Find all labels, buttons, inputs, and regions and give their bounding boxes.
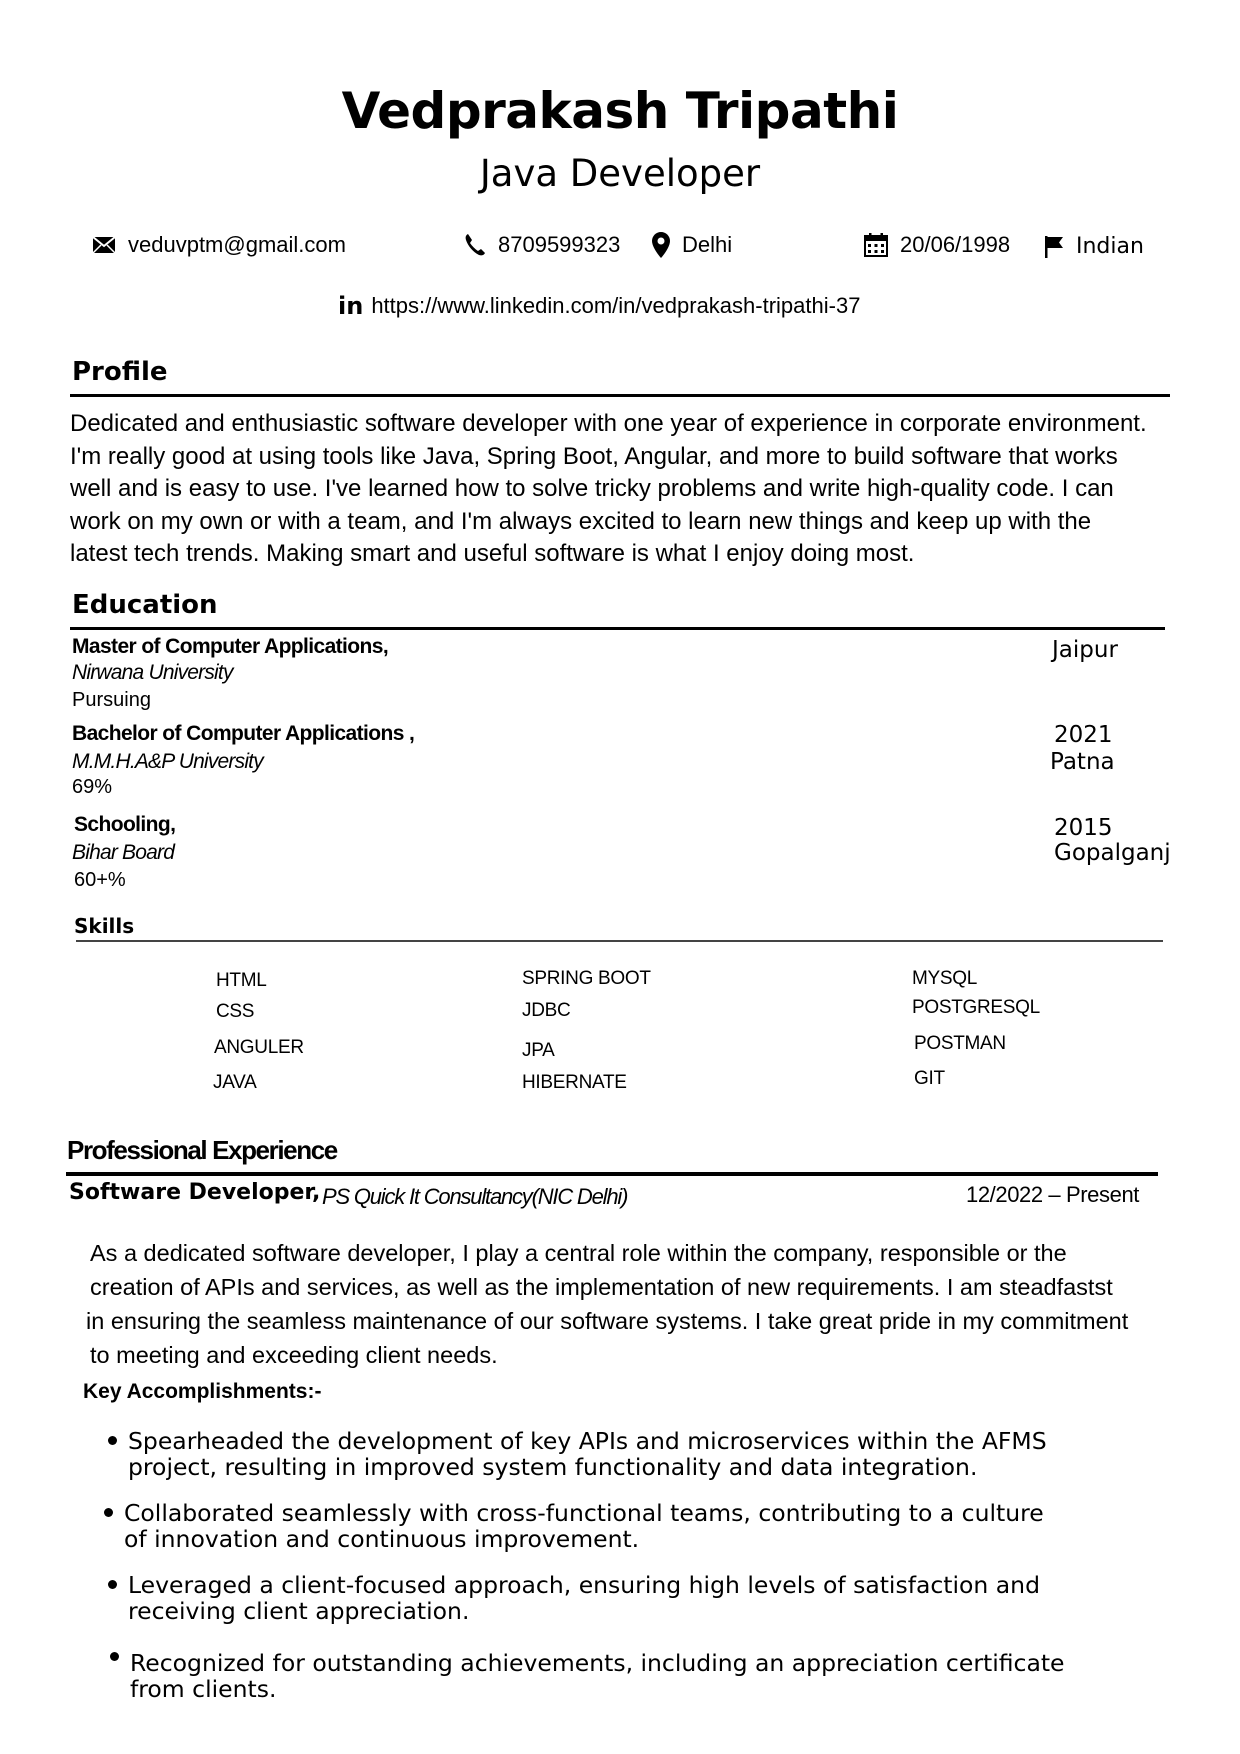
skill-item: POSTGRESQL	[912, 997, 1040, 1018]
bullet-icon	[108, 1580, 117, 1589]
candidate-name: Vedprakash Tripathi	[341, 82, 899, 140]
profile-summary	[70, 408, 1190, 571]
skills-divider	[76, 940, 1163, 942]
accomplishment-line: receiving client appreciation.	[128, 1597, 470, 1625]
location-text: Delhi	[682, 232, 733, 257]
flag-icon	[1044, 235, 1064, 259]
phone-icon	[464, 233, 486, 257]
linkedin-url[interactable]: https://www.linkedin.com/in/vedprakash-tripathi-37	[371, 293, 861, 318]
accomplishment-item	[100, 1500, 1150, 1552]
skill-item: JDBC	[522, 1000, 571, 1021]
experience-line: in ensuring the seamless maintenance of our software systems. I take great pride in my commitment	[86, 1308, 1129, 1334]
contact-location	[652, 232, 732, 258]
skill-item: HTML	[216, 970, 267, 991]
profile-line: latest tech trends. Making smart and useful software is what I enjoy doing most.	[70, 540, 915, 567]
skill-item: POSTMAN	[914, 1033, 1006, 1054]
experience-line: creation of APIs and services, as well as the implementation of new requirements. I am steadfastst	[90, 1274, 1113, 1300]
education-place: Jaipur	[1052, 637, 1118, 663]
education-score: Pursuing	[72, 689, 151, 711]
education-score: 60+%	[74, 869, 126, 891]
skill-item: CSS	[216, 1001, 255, 1022]
nationality-text: Indian	[1076, 234, 1144, 259]
phone-text: 8709599323	[498, 232, 621, 257]
profile-line: Dedicated and enthusiastic software developer with one year of experience in corporate environment.	[70, 410, 1147, 437]
email-text: veduvptm@gmail.com	[128, 232, 346, 257]
education-heading: Education	[72, 590, 218, 620]
accomplishment-item	[104, 1428, 1154, 1480]
education-university: Bihar Board	[72, 841, 175, 864]
contact-nationality	[1044, 234, 1144, 259]
accomplishment-line: from clients.	[130, 1675, 277, 1703]
profile-divider	[70, 394, 1170, 397]
profile-line: work on my own or with a team, and I'm always excited to learn new things and keep up with the	[70, 507, 1092, 535]
accomplishment-line: of innovation and continuous improvement.	[124, 1525, 640, 1553]
accomplishment-item	[106, 1650, 1156, 1702]
skill-item: ANGULER	[214, 1037, 304, 1058]
skill-item: GIT	[914, 1068, 945, 1089]
bullet-icon	[110, 1652, 119, 1661]
calendar-icon	[864, 233, 888, 257]
experience-heading: Professional Experience	[67, 1135, 337, 1165]
accomplishment-line: Collaborated seamlessly with cross-functional teams, contributing to a culture	[124, 1499, 1044, 1527]
experience-period: 12/2022 – Present	[966, 1182, 1140, 1207]
experience-line: As a dedicated software developer, I play a central role within the company, responsible or the	[90, 1240, 1067, 1266]
skill-item: JPA	[522, 1040, 555, 1061]
skill-item: JAVA	[213, 1072, 257, 1093]
dob-text: 20/06/1998	[900, 232, 1011, 257]
profile-heading: Profile	[72, 357, 168, 387]
bullet-icon	[108, 1436, 117, 1445]
education-place: Patna	[1050, 749, 1115, 775]
education-university: Nirwana University	[72, 661, 233, 684]
experience-description	[86, 1236, 1190, 1372]
education-place: Gopalganj	[1054, 840, 1171, 866]
profile-line: well and is easy to use. I've learned how to solve tricky problems and write high-quality code. I can	[70, 475, 1114, 502]
experience-divider	[66, 1172, 1158, 1176]
linkedin-icon: in	[338, 292, 364, 320]
experience-company: PS Quick It Consultancy(NIC Delhi)	[322, 1184, 628, 1209]
accomplishment-line: project, resulting in improved system functionality and data integration.	[128, 1453, 978, 1481]
accomplishments-heading: Key Accomplishments:-	[83, 1380, 322, 1403]
education-year: 2015	[1054, 815, 1113, 841]
contact-linkedin[interactable]	[338, 292, 860, 320]
education-divider	[70, 627, 1165, 630]
skill-item: MYSQL	[912, 968, 978, 989]
accomplishment-line: Recognized for outstanding achievements, including an appreciation certificate	[130, 1649, 1065, 1677]
education-year: 2021	[1054, 722, 1113, 748]
envelope-icon	[92, 236, 116, 254]
bullet-icon	[104, 1508, 113, 1517]
accomplishment-item	[104, 1572, 1154, 1624]
contact-phone[interactable]	[464, 232, 620, 258]
experience-line: to meeting and exceeding client needs.	[90, 1342, 498, 1368]
experience-role: Software Developer,	[69, 1180, 321, 1205]
education-degree: Schooling,	[74, 813, 176, 836]
accomplishment-line: Leveraged a client-focused approach, ensuring high levels of satisfaction and	[128, 1571, 1040, 1599]
contact-email[interactable]	[92, 232, 346, 258]
map-pin-icon	[652, 232, 670, 258]
accomplishment-line: Spearheaded the development of key APIs and microservices within the AFMS	[128, 1427, 1047, 1455]
education-score: 69%	[72, 776, 113, 798]
education-degree: Master of Computer Applications,	[72, 635, 389, 658]
skills-heading: Skills	[74, 914, 135, 938]
profile-line: I'm really good at using tools like Java, Spring Boot, Angular, and more to build software that works	[70, 442, 1118, 470]
education-degree: Bachelor of Computer Applications ,	[72, 722, 415, 745]
skill-item: SPRING BOOT	[522, 968, 651, 989]
job-title: Java Developer	[479, 152, 761, 195]
skill-item: HIBERNATE	[522, 1072, 627, 1093]
contact-dob	[864, 232, 1010, 258]
education-university: M.M.H.A&P University	[72, 750, 263, 773]
